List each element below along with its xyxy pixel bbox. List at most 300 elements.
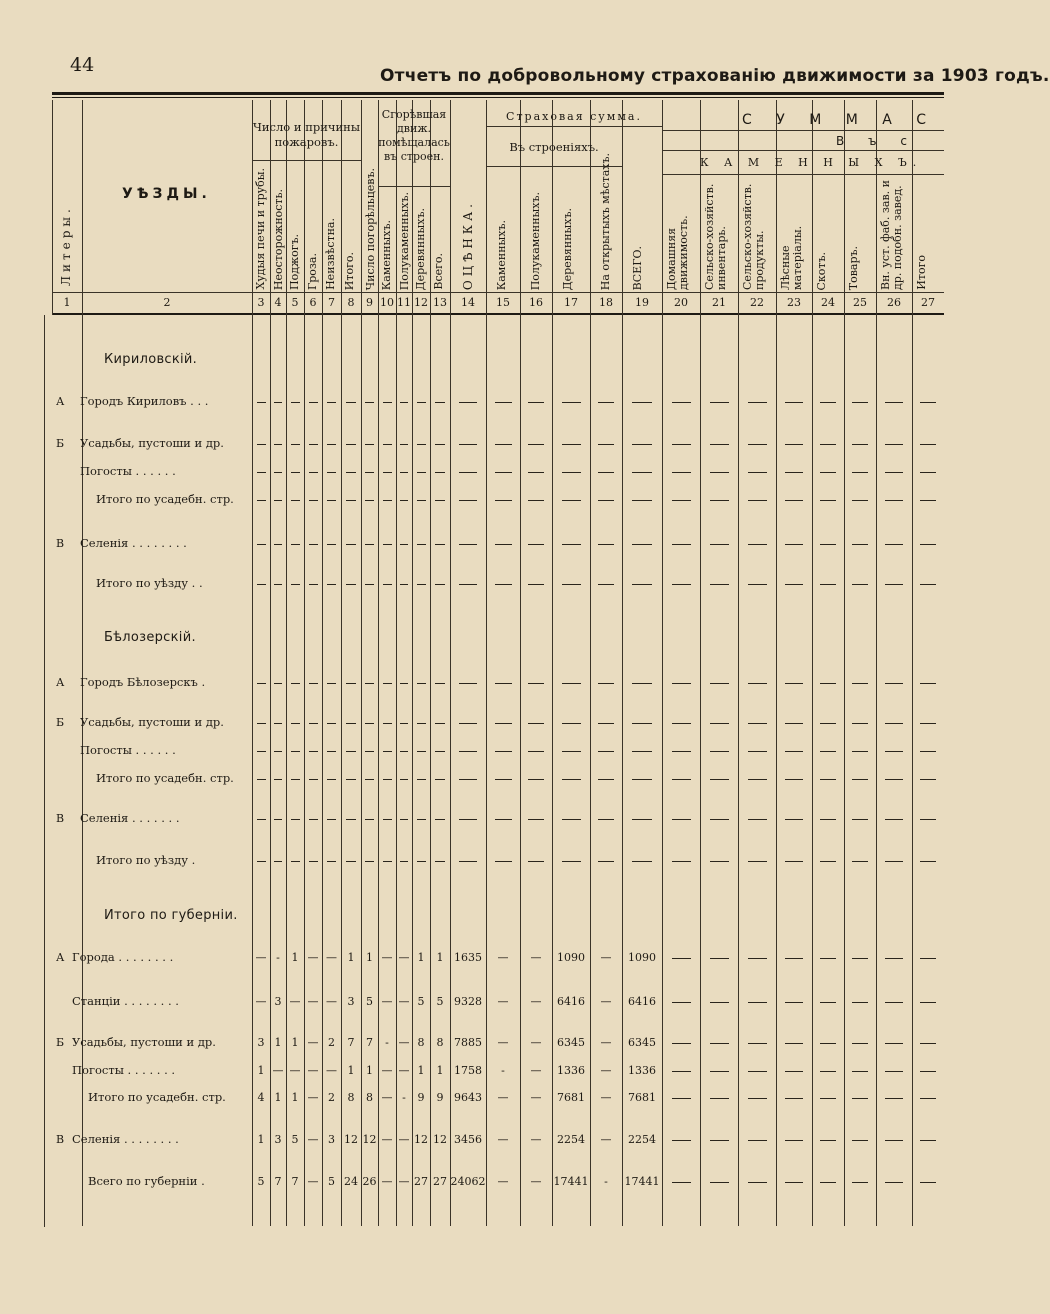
summa-col-header: Сельско-хозяйств. продукты. (741, 183, 766, 290)
empty-cell-dash (885, 472, 903, 473)
empty-cell-dash (365, 751, 374, 752)
empty-cell-dash (257, 819, 266, 820)
empty-cell-dash (885, 751, 903, 752)
table-cell: — (289, 995, 301, 1008)
column-number: 27 (921, 296, 935, 309)
empty-cell-dash (459, 819, 477, 820)
table-cell: 5 (436, 995, 444, 1008)
table-cell: — (530, 1036, 542, 1049)
insured-col-header: ВСЕГО. (631, 245, 644, 290)
empty-cell-dash (383, 472, 392, 473)
empty-cell-dash (346, 444, 356, 445)
insured-group-header: Страховая сумма. (506, 110, 642, 123)
table-cell: 3 (274, 995, 282, 1008)
empty-cell-dash (710, 1182, 729, 1183)
summa-group-rule (662, 130, 944, 131)
empty-cell-dash (785, 1002, 803, 1003)
fires-col-header: Худыя печи и трубы. (254, 168, 267, 290)
empty-cell-dash (459, 861, 477, 862)
table-cell: 5 (291, 1133, 299, 1146)
table-cell: 6416 (557, 995, 585, 1008)
empty-cell-dash (495, 402, 512, 403)
empty-cell-dash (562, 402, 581, 403)
empty-cell-dash (383, 584, 392, 585)
empty-cell-dash (435, 751, 445, 752)
empty-cell-dash (885, 819, 903, 820)
empty-cell-dash (748, 1140, 767, 1141)
empty-cell-dash (852, 500, 868, 501)
empty-cell-dash (528, 444, 544, 445)
empty-cell-dash (417, 819, 426, 820)
empty-cell-dash (417, 472, 426, 473)
empty-cell-dash (327, 500, 337, 501)
empty-cell-dash (748, 1182, 767, 1183)
empty-cell-dash (291, 861, 300, 862)
table-cell: — (255, 951, 267, 964)
empty-cell-dash (417, 444, 426, 445)
table-cell: — (398, 951, 410, 964)
empty-cell-dash (820, 819, 836, 820)
column-number: 1 (63, 296, 71, 309)
table-cell: — (530, 1175, 542, 1188)
empty-cell-dash (528, 500, 544, 501)
table-cell: 2254 (557, 1133, 585, 1146)
table-cell: - (385, 1036, 389, 1049)
empty-cell-dash (785, 958, 803, 959)
empty-cell-dash (852, 402, 868, 403)
empty-cell-dash (632, 444, 652, 445)
insured-sub-header: Въ строеніяхъ. (509, 140, 599, 154)
empty-cell-dash (852, 683, 868, 684)
empty-cell-dash (920, 544, 936, 545)
table-left-edge (44, 315, 45, 1227)
column-divider (304, 100, 305, 1226)
table-cell: 7 (291, 1175, 299, 1188)
empty-cell-dash (920, 1071, 936, 1072)
empty-cell-dash (274, 544, 282, 545)
empty-cell-dash (495, 444, 512, 445)
empty-cell-dash (632, 544, 652, 545)
empty-cell-dash (632, 751, 652, 752)
empty-cell-dash (257, 472, 266, 473)
table-cell: 9643 (454, 1091, 482, 1104)
table-cell: — (381, 1064, 393, 1077)
empty-cell-dash (632, 500, 652, 501)
column-number: 6 (309, 296, 317, 309)
summa-col-header: Скотъ. (815, 251, 828, 290)
table-cell: — (398, 1133, 410, 1146)
empty-cell-dash (820, 472, 836, 473)
empty-cell-dash (885, 683, 903, 684)
empty-cell-dash (435, 584, 445, 585)
column-number: 22 (750, 296, 764, 309)
empty-cell-dash (748, 444, 767, 445)
column-divider (322, 100, 323, 1226)
table-cell: — (326, 951, 337, 964)
table-cell: 1 (291, 951, 299, 964)
table-cell: — (289, 1064, 301, 1077)
table-cell: 1 (366, 1064, 373, 1077)
empty-cell-dash (346, 500, 356, 501)
empty-cell-dash (528, 544, 544, 545)
row-label: Итого по усадебн. стр. (96, 492, 234, 506)
empty-cell-dash (528, 723, 544, 724)
empty-cell-dash (435, 544, 445, 545)
empty-cell-dash (346, 584, 356, 585)
empty-cell-dash (785, 861, 803, 862)
row-label: Станціи . . . . . . . . (72, 994, 179, 1008)
empty-cell-dash (495, 751, 512, 752)
empty-cell-dash (920, 472, 936, 473)
empty-cell-dash (309, 723, 318, 724)
empty-cell-dash (327, 402, 337, 403)
empty-cell-dash (920, 723, 936, 724)
empty-cell-dash (598, 444, 614, 445)
empty-cell-dash (672, 1182, 691, 1183)
empty-cell-dash (748, 584, 767, 585)
empty-cell-dash (257, 444, 266, 445)
column-number: 21 (712, 296, 726, 309)
empty-cell-dash (920, 1043, 936, 1044)
empty-cell-dash (417, 544, 426, 545)
empty-cell-dash (820, 1140, 836, 1141)
row-label: Итого по уѣзду . (96, 853, 196, 867)
table-cell: — (307, 1091, 319, 1104)
column-number: 12 (414, 296, 428, 309)
empty-cell-dash (495, 819, 512, 820)
empty-cell-dash (309, 402, 318, 403)
column-number: 20 (674, 296, 688, 309)
empty-cell-dash (291, 683, 300, 684)
col-literal-header: Литеры. (59, 205, 73, 286)
empty-cell-dash (920, 683, 936, 684)
empty-cell-dash (920, 819, 936, 820)
empty-cell-dash (632, 683, 652, 684)
empty-cell-dash (710, 1071, 729, 1072)
column-divider (82, 100, 83, 1226)
empty-cell-dash (785, 544, 803, 545)
empty-cell-dash (257, 402, 266, 403)
empty-cell-dash (748, 751, 767, 752)
empty-cell-dash (820, 1098, 836, 1099)
empty-cell-dash (672, 444, 691, 445)
empty-cell-dash (417, 500, 426, 501)
empty-cell-dash (327, 584, 337, 585)
empty-cell-dash (710, 1140, 729, 1141)
empty-cell-dash (710, 683, 729, 684)
empty-cell-dash (562, 751, 581, 752)
empty-cell-dash (748, 472, 767, 473)
table-cell: 1 (291, 1036, 299, 1049)
empty-cell-dash (672, 1071, 691, 1072)
empty-cell-dash (459, 402, 477, 403)
empty-cell-dash (309, 779, 318, 780)
table-cell: 8 (436, 1036, 444, 1049)
table-cell: 1 (274, 1036, 282, 1049)
empty-cell-dash (748, 1071, 767, 1072)
empty-cell-dash (346, 402, 356, 403)
empty-cell-dash (885, 444, 903, 445)
col-appraisal-header: ОЦѢНКА. (461, 199, 475, 290)
row-label: Селенія . . . . . . . (80, 811, 180, 825)
empty-cell-dash (885, 958, 903, 959)
empty-cell-dash (495, 861, 512, 862)
table-left-edge-top (52, 100, 53, 315)
table-cell: 1 (347, 951, 355, 964)
empty-cell-dash (291, 472, 300, 473)
table-cell: — (530, 951, 542, 964)
row-label: Усадьбы, пустоши и др. (80, 715, 224, 729)
empty-cell-dash (672, 751, 691, 752)
row-literal: А (56, 395, 65, 408)
empty-cell-dash (820, 1043, 836, 1044)
table-cell: 9328 (454, 995, 482, 1008)
empty-cell-dash (920, 584, 936, 585)
summa-col-header: Лѣсные матеріалы. (779, 225, 804, 290)
empty-cell-dash (852, 958, 868, 959)
empty-cell-dash (435, 444, 445, 445)
empty-cell-dash (309, 751, 318, 752)
empty-cell-dash (598, 402, 614, 403)
empty-cell-dash (383, 819, 392, 820)
empty-cell-dash (417, 779, 426, 780)
empty-cell-dash (672, 819, 691, 820)
empty-cell-dash (365, 819, 374, 820)
empty-cell-dash (598, 544, 614, 545)
empty-cell-dash (710, 402, 729, 403)
table-cell: 1 (436, 951, 444, 964)
empty-cell-dash (748, 819, 767, 820)
empty-cell-dash (291, 723, 300, 724)
empty-cell-dash (920, 861, 936, 862)
empty-cell-dash (346, 751, 356, 752)
empty-cell-dash (528, 402, 544, 403)
empty-cell-dash (346, 723, 356, 724)
empty-cell-dash (672, 1043, 691, 1044)
row-label: Погосты . . . . . . . (72, 1063, 176, 1077)
summa-col-header: Товаръ. (847, 245, 860, 290)
table-cell: 12 (433, 1133, 447, 1146)
empty-cell-dash (274, 861, 282, 862)
empty-cell-dash (309, 472, 318, 473)
empty-cell-dash (459, 779, 477, 780)
empty-cell-dash (852, 1098, 868, 1099)
empty-cell-dash (852, 1043, 868, 1044)
empty-cell-dash (632, 584, 652, 585)
table-cell: 2 (328, 1091, 335, 1104)
empty-cell-dash (365, 723, 374, 724)
column-number: 25 (853, 296, 867, 309)
empty-cell-dash (383, 723, 392, 724)
empty-cell-dash (383, 779, 392, 780)
row-label: Усадьбы, пустоши и др. (72, 1035, 216, 1049)
empty-cell-dash (291, 584, 300, 585)
empty-cell-dash (400, 723, 408, 724)
empty-cell-dash (820, 751, 836, 752)
table-cell: 5 (417, 995, 425, 1008)
table-cell: 4 (257, 1091, 265, 1104)
table-cell: 26 (362, 1175, 377, 1188)
table-cell: — (307, 995, 319, 1008)
empty-cell-dash (562, 584, 581, 585)
empty-cell-dash (885, 723, 903, 724)
empty-cell-dash (309, 683, 318, 684)
row-label: Городъ Бѣлозерскъ . (80, 675, 206, 689)
table-cell: — (398, 1175, 410, 1188)
empty-cell-dash (495, 544, 512, 545)
row-literal: Б (56, 437, 65, 450)
empty-cell-dash (748, 1002, 767, 1003)
empty-cell-dash (852, 819, 868, 820)
empty-cell-dash (459, 723, 477, 724)
empty-cell-dash (274, 751, 282, 752)
table-cell: — (600, 1064, 612, 1077)
table-cell: - (604, 1175, 608, 1188)
table-cell: 3 (274, 1133, 282, 1146)
empty-cell-dash (598, 819, 614, 820)
empty-cell-dash (710, 751, 729, 752)
column-number: 17 (564, 296, 578, 309)
row-label: Города . . . . . . . . (72, 950, 174, 964)
empty-cell-dash (672, 544, 691, 545)
top-rule-thin (52, 97, 944, 98)
table-cell: — (381, 1133, 393, 1146)
empty-cell-dash (710, 584, 729, 585)
empty-cell-dash (710, 500, 729, 501)
empty-cell-dash (820, 544, 836, 545)
empty-cell-dash (400, 683, 408, 684)
table-cell: 3 (328, 1133, 335, 1146)
empty-cell-dash (785, 444, 803, 445)
empty-cell-dash (274, 779, 282, 780)
table-cell: 6345 (628, 1036, 656, 1049)
empty-cell-dash (785, 683, 803, 684)
table-cell: 3 (347, 995, 355, 1008)
empty-cell-dash (852, 779, 868, 780)
empty-cell-dash (785, 1071, 803, 1072)
table-cell: — (255, 995, 267, 1008)
empty-cell-dash (562, 779, 581, 780)
empty-cell-dash (748, 544, 767, 545)
column-number: 5 (291, 296, 299, 309)
table-cell: 5 (366, 995, 373, 1008)
table-cell: — (530, 1133, 542, 1146)
table-cell: 27 (433, 1175, 447, 1188)
empty-cell-dash (748, 500, 767, 501)
empty-cell-dash (885, 584, 903, 585)
top-rule (52, 92, 944, 95)
empty-cell-dash (309, 500, 318, 501)
table-cell: — (326, 995, 337, 1008)
empty-cell-dash (327, 444, 337, 445)
fires-col-header: Итого. (343, 251, 356, 290)
empty-cell-dash (852, 544, 868, 545)
empty-cell-dash (820, 958, 836, 959)
column-divider (486, 100, 487, 1226)
table-cell: 17441 (553, 1175, 589, 1188)
empty-cell-dash (672, 500, 691, 501)
empty-cell-dash (417, 751, 426, 752)
empty-cell-dash (274, 444, 282, 445)
empty-cell-dash (748, 958, 767, 959)
row-label: Итого по усадебн. стр. (88, 1090, 226, 1104)
empty-cell-dash (748, 1098, 767, 1099)
empty-cell-dash (920, 1182, 936, 1183)
empty-cell-dash (672, 861, 691, 862)
empty-cell-dash (383, 861, 392, 862)
empty-cell-dash (885, 402, 903, 403)
table-cell: 1336 (557, 1064, 585, 1077)
table-cell: - (402, 1091, 406, 1104)
empty-cell-dash (528, 683, 544, 684)
column-number: 19 (635, 296, 649, 309)
table-cell: 8 (417, 1036, 425, 1049)
table-cell: — (326, 1064, 337, 1077)
empty-cell-dash (852, 444, 868, 445)
row-label: Итого по уѣзду . . (96, 576, 203, 590)
section-title: Бѣлозерскій. (104, 630, 196, 645)
empty-cell-dash (327, 544, 337, 545)
empty-cell-dash (291, 779, 300, 780)
empty-cell-dash (327, 683, 337, 684)
empty-cell-dash (885, 1098, 903, 1099)
column-divider (378, 100, 379, 1226)
table-cell: — (307, 1036, 319, 1049)
empty-cell-dash (562, 723, 581, 724)
empty-cell-dash (920, 1002, 936, 1003)
column-divider (738, 100, 739, 1226)
empty-cell-dash (291, 544, 300, 545)
empty-cell-dash (785, 472, 803, 473)
summa-col-header: Сельско-хозяйств. инвентарь. (703, 183, 728, 290)
row-label: Городъ Кириловъ . . . (80, 394, 209, 408)
empty-cell-dash (852, 1140, 868, 1141)
empty-cell-dash (598, 723, 614, 724)
empty-cell-dash (435, 861, 445, 862)
empty-cell-dash (257, 544, 266, 545)
table-cell: — (381, 1091, 393, 1104)
column-divider (396, 100, 397, 1226)
insured-col-header: Деревянныхъ. (561, 207, 574, 290)
summa-col-header: Вн. уст. фаб. зав. и др. подобн. завед. (879, 180, 904, 290)
empty-cell-dash (257, 683, 266, 684)
page-title: Отчетъ по добровольному страхованію движимости за 1903 годъ. (380, 66, 1050, 86)
empty-cell-dash (632, 779, 652, 780)
fires-col-header: Неосторожность. (272, 188, 285, 290)
empty-cell-dash (562, 544, 581, 545)
empty-cell-dash (383, 544, 392, 545)
empty-cell-dash (852, 584, 868, 585)
column-number: 2 (163, 296, 171, 309)
table-cell: 3 (257, 1036, 265, 1049)
empty-cell-dash (820, 500, 836, 501)
empty-cell-dash (400, 402, 408, 403)
empty-cell-dash (885, 1140, 903, 1141)
empty-cell-dash (672, 472, 691, 473)
table-cell: — (272, 1064, 284, 1077)
column-divider (590, 100, 591, 1226)
empty-cell-dash (785, 500, 803, 501)
empty-cell-dash (528, 751, 544, 752)
table-cell: — (530, 995, 542, 1008)
empty-cell-dash (710, 779, 729, 780)
empty-cell-dash (885, 500, 903, 501)
table-cell: 17441 (624, 1175, 660, 1188)
table-cell: — (497, 1133, 509, 1146)
empty-cell-dash (672, 1098, 691, 1099)
table-cell: 1 (347, 1064, 355, 1077)
empty-cell-dash (710, 723, 729, 724)
